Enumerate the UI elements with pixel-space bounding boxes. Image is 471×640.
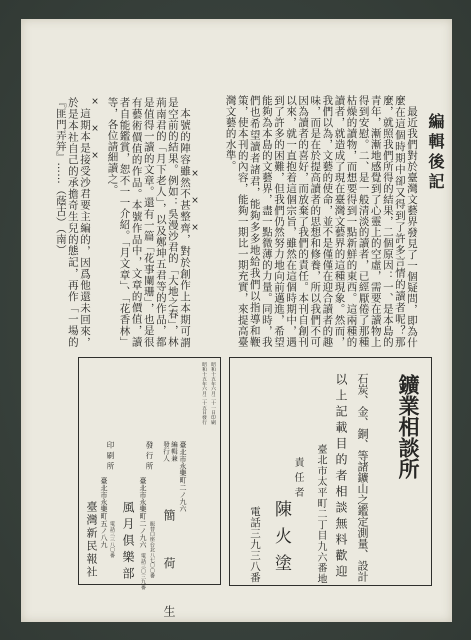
editor-address: 臺北市永樂町二ノ九六 <box>179 441 187 512</box>
ad-address: 臺北市太平町二丁目九六番地 <box>315 444 326 585</box>
ad-title: 鑛業相談所 <box>396 374 421 479</box>
mining-consultancy-ad <box>229 357 432 586</box>
publisher-account: 振替口座台北八七〇〇番 <box>149 521 155 579</box>
ad-manager-name: 陳火塗 <box>271 500 291 581</box>
ad-manager-label: 責任者 <box>292 457 303 502</box>
publisher-address: 臺北市永樂町二ノ九六 <box>139 477 147 548</box>
editorial-section-2: 本號的陣容雖然不甚整齊，對於創作上本期可謂是空前的結果。例如：吳漫沙君的「大地之春」，林荊南君的「月下老人」，以及鄭坤五君等的作品，都是值得一讀的文章。還有一篇「花事闌珊」，也是很有藝術價值的作品。本號作品中，文章的價值，讀者自能鑑賞，恕不一一介紹。「月文章」、「花香林」等，各位請細讀之。 <box>106 97 191 347</box>
editorial-section-1: 最近我們對於臺灣文藝界發見了一個疑問，即為什麼在這個時期中卻又得到了許多言情的讀者呢？那麼，就照我們所得的結果，二個原因：一、是本島的青年，漸漸地感覺到了心靈上的空虛，需要在讀物上得到安慰。二、是一般清淡的讀者，已經厭倦了那種枯燥的讀物，而想要得到一點新鮮的東西。這兩種的讀者，就造成了現在臺灣文藝界的這種現象。然而，我們以為，文藝的使命，並不是僅僅在迎合讀者的趣味，而是在於提高讀者的思想和修養，所以我們不可因為讀者的喜好，而放棄了我們的責任。本刊自創刊以來，就一直抱着這個宗旨，雖然在這個時期中，遇到了許多的困難，但我們仍然努力地向前邁進，希望能夠為本島的文藝界，盡一點微薄的力量。同時，我們也希望讀者諸君，能夠多多地給我們以指導和鞭策，使本刊的內容，能夠一期比一期充實，來提高臺灣文藝的水準。 <box>224 95 418 347</box>
colophon-box <box>78 357 221 629</box>
ad-services: 石炭、金、銅、等諸鑛山之鑑定測量、設計 <box>356 373 369 582</box>
editor-name: 簡 荷 生 <box>162 509 176 629</box>
printer-label: 印刷所 <box>106 441 115 473</box>
issued-date: 昭和十五年六月二十五日發行 <box>201 362 206 425</box>
publisher-name: 風月俱樂部 <box>121 501 135 584</box>
printer-name: 臺灣新民報社 <box>85 501 98 579</box>
section-separator: × × × <box>190 169 200 237</box>
publisher-phone: 電話三〇三九番 <box>140 553 146 590</box>
editorial-title: 編輯後記 <box>426 113 445 193</box>
editorial-section-3: 這期本是接受沙君要主編的，因爲他還未回來，於是本社自己的承擔奇生兒的態記，再作「一場的『匪門弄笄』……（蔭古）（南） <box>54 97 91 347</box>
section-separator: × × × <box>90 97 100 165</box>
ad-note: 以上記載目的者相談無料歡迎 <box>334 373 348 581</box>
printed-date: 昭和十五年六月二十一日印刷 <box>210 362 215 425</box>
magazine-page <box>21 19 452 629</box>
publisher-person-label: 發行人 <box>162 441 170 462</box>
editor-label: 編輯兼 <box>170 441 178 462</box>
publisher-label: 發行所 <box>145 441 154 473</box>
printer-address: 臺北市永樂町五ノ八九 <box>100 477 108 548</box>
printer-phone: 電話三三八〇番 <box>109 521 115 558</box>
ad-phone: 電話三九三八番 <box>249 506 261 583</box>
